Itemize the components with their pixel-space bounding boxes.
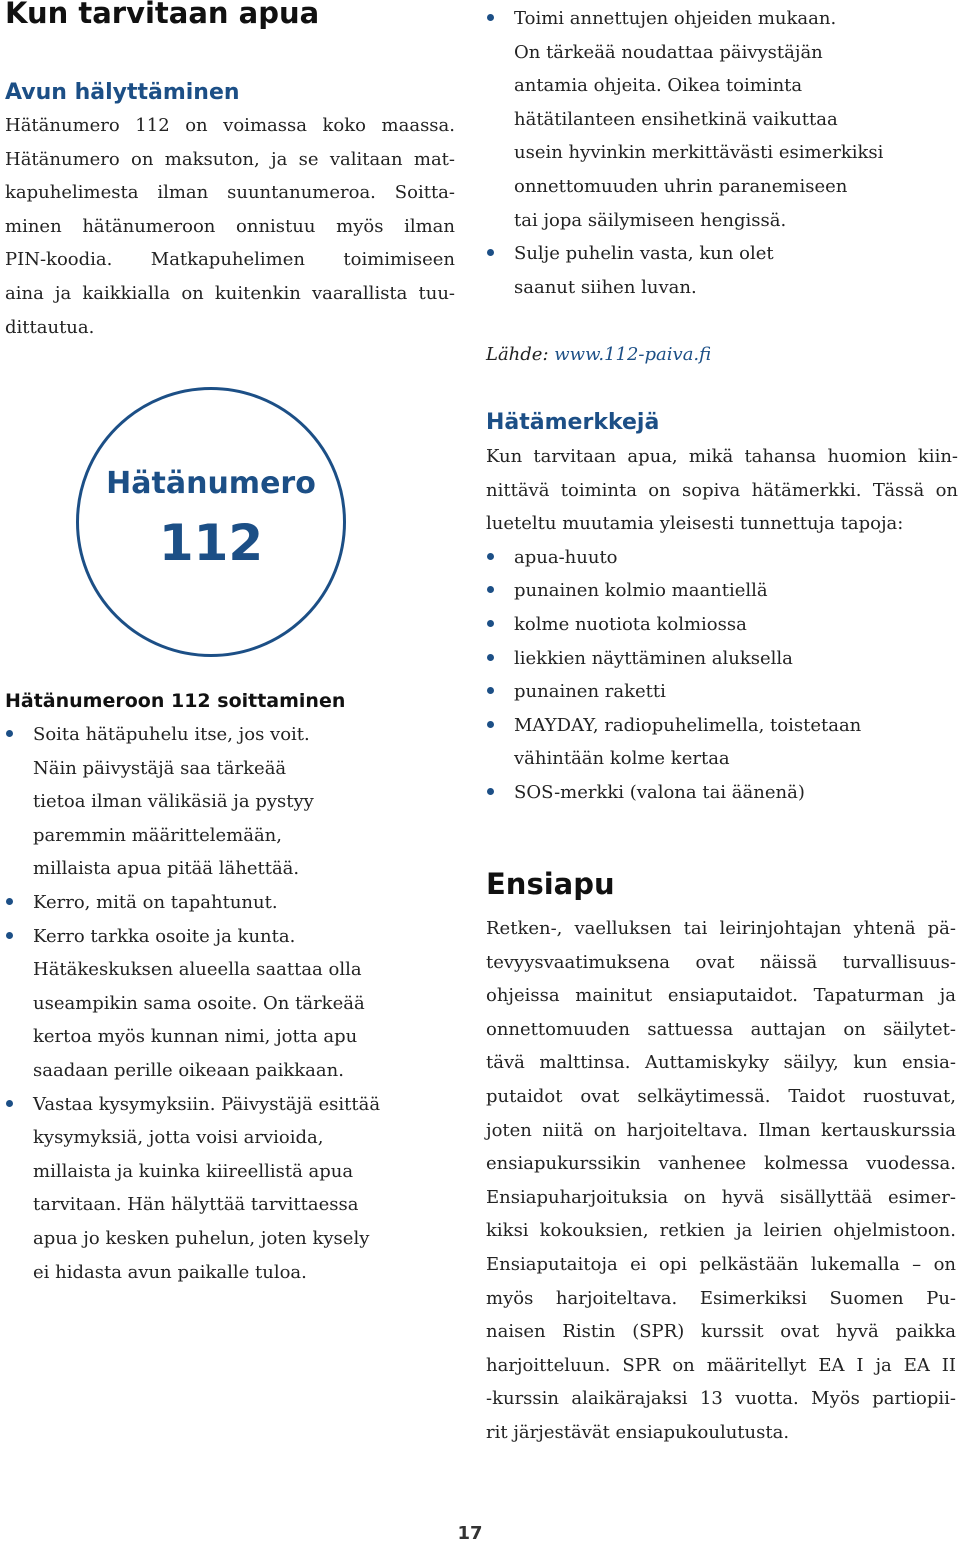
list-item-line: punainen raketti bbox=[514, 681, 666, 703]
list-item-line: Toimi annettujen ohjeiden mukaan. bbox=[514, 8, 837, 29]
firstaid-heading: Ensiapu bbox=[486, 867, 615, 901]
firstaid-line: rit järjestävät ensiapukoulutusta. bbox=[486, 1421, 790, 1443]
page-title: Kun tarvitaan apua bbox=[5, 0, 320, 30]
list-item-line: paremmin määrittelemään, bbox=[33, 824, 282, 846]
list-item-line: saadaan perille oikeaan paikkaan. bbox=[33, 1059, 344, 1081]
list-item-line: apua jo kesken puhelun, joten kysely bbox=[33, 1227, 370, 1249]
firstaid-line: ohjeissa mainitut ensiaputaidot. Tapaturman ja bbox=[486, 985, 956, 1007]
signals-list bbox=[486, 541, 958, 810]
list-item-line: MAYDAY, radiopuhelimella, toistetaan bbox=[514, 714, 862, 736]
list-item-line: liekkien näyttäminen aluksella bbox=[514, 647, 793, 669]
firstaid-line: putaidot ovat selkäytimessä. Taidot ruostuvat, bbox=[486, 1085, 956, 1107]
list-item bbox=[5, 718, 455, 886]
list-item bbox=[486, 574, 958, 608]
list-item-line: punainen kolmio maantiellä bbox=[514, 580, 768, 602]
alert-line: minen hätänumeroon onnistuu myös ilman bbox=[5, 215, 455, 237]
list-item bbox=[486, 776, 958, 810]
firstaid-line: joten niitä on harjoiteltava. Ilman kertauskurssia bbox=[486, 1119, 956, 1141]
source-label: Lähde: bbox=[486, 344, 549, 365]
list-item-line: saanut siihen luvan. bbox=[514, 276, 697, 298]
badge-number: 112 bbox=[158, 514, 264, 572]
calling-heading: Hätänumeroon 112 soittaminen bbox=[5, 690, 346, 712]
signals-intro-line: nittävä toiminta on sopiva hätämerkki. Tässä on bbox=[486, 479, 958, 501]
firstaid-line: harjoitteluun. SPR on määritellyt EA I ja EA II bbox=[486, 1354, 956, 1376]
list-item-line: apua-huuto bbox=[514, 546, 618, 568]
badge-label: Hätänumero bbox=[106, 466, 316, 501]
list-item-line: millaista apua pitää lähettää. bbox=[33, 858, 300, 880]
firstaid-line: tävä malttinsa. Auttamiskyky säilyy, kun ensia- bbox=[486, 1052, 956, 1074]
alert-line: aina ja kaikkialla on kuitenkin vaarallista tuu- bbox=[5, 282, 455, 304]
firstaid-line: Ensiapuharjoituksia on hyvä sisällyttää esimer- bbox=[486, 1186, 956, 1208]
firstaid-line: Retken-, vaelluksen tai leirinjohtajan yhtenä pä- bbox=[486, 918, 956, 939]
list-item bbox=[5, 920, 455, 1088]
list-item bbox=[486, 237, 958, 304]
list-item-line: SOS-merkki (valona tai äänenä) bbox=[514, 781, 805, 803]
list-item-line: Soita hätäpuhelu itse, jos voit. bbox=[33, 724, 310, 745]
list-item-line: Näin päivystäjä saa tärkeää bbox=[33, 757, 287, 779]
list-item-line: Kerro tarkka osoite ja kunta. bbox=[33, 925, 296, 947]
firstaid-line: -kurssin alaikärajaksi 13 vuotta. Myös partiopii- bbox=[486, 1388, 956, 1410]
alert-line: Hätänumero 112 on voimassa koko maassa. bbox=[5, 115, 455, 136]
calling-section bbox=[5, 686, 455, 1289]
alert-text bbox=[5, 109, 455, 344]
list-item-line: antamia ohjeita. Oikea toiminta bbox=[514, 75, 803, 97]
list-item-line: vähintään kolme kertaa bbox=[514, 748, 730, 770]
list-item-line: Vastaa kysymyksiin. Päivystäjä esittää bbox=[33, 1093, 381, 1115]
list-item-line: tietoa ilman välikäsiä ja pystyy bbox=[33, 791, 314, 813]
signals-intro-line: Kun tarvitaan apua, mikä tahansa huomion kiin- bbox=[486, 446, 958, 467]
list-item bbox=[486, 541, 958, 575]
list-item bbox=[5, 886, 455, 920]
firstaid-line: onnettomuuden sattuessa auttajan on säilytet- bbox=[486, 1018, 956, 1040]
firstaid-line: ensiapukurssikin vanhenee kolmessa vuodessa. bbox=[486, 1153, 956, 1175]
list-item-line: usein hyvinkin merkittävästi esimerkiksi bbox=[514, 142, 884, 164]
list-item bbox=[486, 2, 958, 237]
list-item-line: Hätäkeskuksen alueella saattaa olla bbox=[33, 959, 362, 981]
firstaid-line: tevyysvaatimuksena ovat näissä turvallisuus- bbox=[486, 951, 956, 973]
instructions-list bbox=[486, 2, 958, 304]
alert-line: dittautua. bbox=[5, 316, 95, 338]
alert-line: kapuhelimesta ilman suuntanumeroa. Soitta- bbox=[5, 182, 455, 204]
alert-line: PIN-koodia. Matkapuhelimen toimimiseen bbox=[5, 249, 455, 271]
list-item bbox=[486, 709, 958, 776]
signals-section bbox=[486, 406, 958, 810]
list-item-line: kertoa myös kunnan nimi, jotta apu bbox=[33, 1026, 358, 1048]
list-item-line: hätätilanteen ensihetkinä vaikuttaa bbox=[514, 108, 838, 130]
firstaid-line: Ensiaputaitoja ei opi pelkästään lukemalla – on bbox=[486, 1253, 956, 1275]
list-item-line: kysymyksiä, jotta voisi arvioida, bbox=[33, 1127, 324, 1149]
list-item-line: useampikin sama osoite. On tärkeää bbox=[33, 992, 365, 1014]
list-item-line: ei hidasta avun paikalle tuloa. bbox=[33, 1261, 307, 1283]
page-number: 17 bbox=[457, 1523, 483, 1544]
firstaid-section bbox=[486, 864, 956, 1450]
emergency-number-badge bbox=[76, 387, 346, 657]
signals-intro-line: lueteltu muutamia yleisesti tunnettuja tapoja: bbox=[486, 513, 904, 535]
alert-section bbox=[5, 78, 455, 344]
alert-heading: Avun hälyttäminen bbox=[5, 80, 240, 105]
firstaid-line: naisen Ristin (SPR) kurssit ovat hyvä paikka bbox=[486, 1321, 956, 1343]
firstaid-line: kiksi kokouksien, retkien ja leirien ohjelmistoon. bbox=[486, 1220, 956, 1242]
list-item-line: tarvitaan. Hän hälyttää tarvittaessa bbox=[33, 1194, 359, 1216]
list-item-line: Sulje puhelin vasta, kun olet bbox=[514, 243, 774, 265]
list-item bbox=[486, 608, 958, 642]
source-link[interactable]: www.112-paiva.fi bbox=[554, 344, 712, 365]
calling-list bbox=[5, 718, 455, 1289]
list-item-line: tai jopa säilymiseen hengissä. bbox=[514, 209, 787, 231]
list-item-line: onnettomuuden uhrin paranemiseen bbox=[514, 175, 848, 197]
alert-line: Hätänumero on maksuton, ja se valitaan mat- bbox=[5, 148, 455, 170]
list-item-line: On tärkeää noudattaa päivystäjän bbox=[514, 41, 823, 63]
firstaid-line: myös harjoiteltava. Esimerkiksi Suomen Pu- bbox=[486, 1287, 956, 1309]
source-note bbox=[486, 338, 711, 371]
signals-heading: Hätämerkkejä bbox=[486, 410, 660, 435]
list-item bbox=[486, 675, 958, 709]
list-item-line: kolme nuotiota kolmiossa bbox=[514, 613, 747, 635]
signals-intro bbox=[486, 440, 958, 541]
firstaid-text bbox=[486, 912, 956, 1450]
list-item-line: millaista ja kuinka kiireellistä apua bbox=[33, 1160, 354, 1182]
list-item bbox=[5, 1088, 455, 1290]
list-item-line: Kerro, mitä on tapahtunut. bbox=[33, 891, 278, 913]
list-item bbox=[486, 642, 958, 676]
